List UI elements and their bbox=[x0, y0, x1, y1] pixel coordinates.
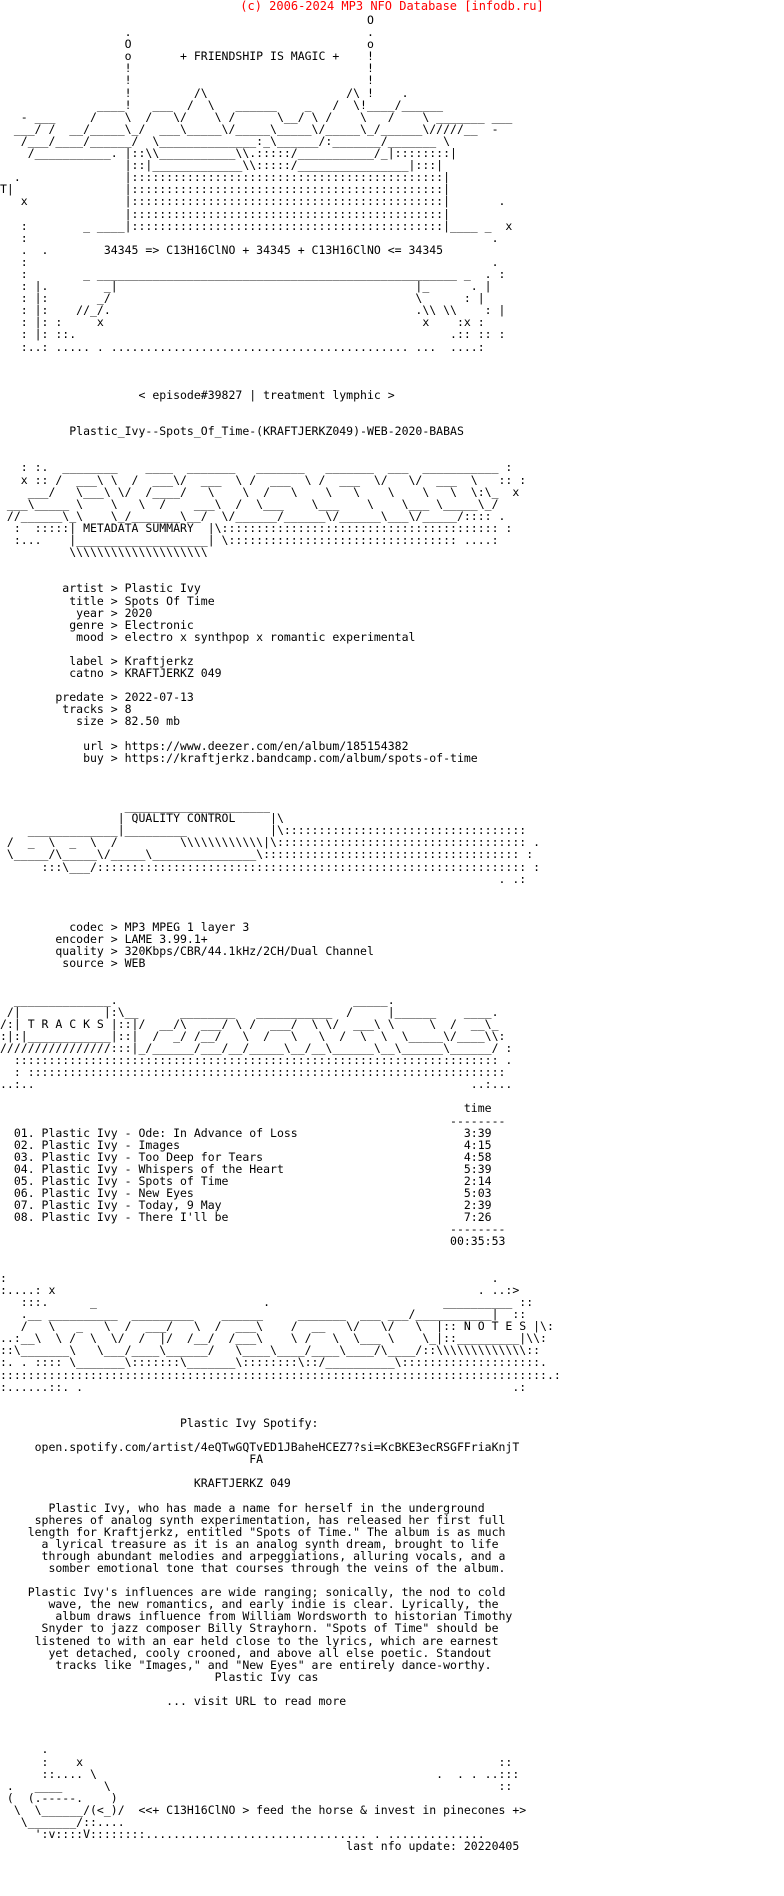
nfo-database-credit: (c) 2006-2024 MP3 NFO Database [infodb.ru] bbox=[240, 0, 544, 13]
nfo-document-body: O . . O o o + FRIENDSHIP IS MAGIC + ! ! ! ! ! ! /\ /\ ! . ____! ___ / \ ______ _ / \!____/______ - ___ / \ / \/ \ / \__/ \ / \ / \ _______ ___ ___/ / __/_____\_/ ___\_____\/_____\_____\/_____\_/______\/////__ - /___/____/______/ \______________:_\______/:_______/_______ \ /___________. |::\\___________\\.:::::/___________/_|::::::::| |::|_____________\\:::::/________________|:::| . |:::::::::::::::::::::::::::::::::::::::::::::| T| |:::::::::::::::::::::::::::::::::::::::::::::| x |:::::::::::::::::::::::::::::::::::::::::::::| . |:::::::::::::::::::::::::::::::::::::::::::::| : _ ____|:::::::::::::::::::::::::::::::::::::::::::::|____ _ x : . . . 34345 => C13H16ClNO + 34345 + C13H16ClNO <= 34345 : . : _ ____________________________________________________ _ . : : |. _| |_ . | : |: _/ \ : | : |: //_/. .\\ \\ : | : |: : x x :x : : |: ::. .:: :: : :..: ..... . ........................................... ... ....: < episode#39827 | treatment lymphic > Plastic_Ivy--Spots_Of_Time-(KRAFTJERKZ049)-WEB-2020-BABAS : :. ________ ____ _______ _______ _______ ___ ___________ : x :: / ___\ \ / ___\/ ___ \ / ___ \ / ___ \/ \/ ___ \ :: : ___/ \___\ \/ /____/ \ \ / \ \ \ \ \ \ \:\_ x ___\_____ \ \ \ / ___\ / \___ \___ \ \___ \_____\_/ //______\_\ \_/_______\__/ \/______/______\/______\___\/_____/:::: . : :::::| METADATA SUMMARY |\:::::::::::::::::::::::::::::::::::::::: : :... |___________________| \::::::::::::::::::::::::::::::::: ....: \\\\\\\\\\\\\\\\\\\\ artist > Plastic Ivy title > Spots Of Time year > 2020 genre > Electronic mood > electro x synthpop x romantic experimental label > Kraftjerkz catno > KRAFTJERKZ 049 predate > 2022-07-13 tracks > 8 size > 82.50 mb url > https://www.deezer.com/en/album/185154382 buy > https://kraftjerkz.bandcamp.com/album/spots-of-time _____________________ | QUALITY CONTROL |\ _____________|_________ |\::::::::::::::::::::::::::::::::::: / _ \ _ \ / \\\\\\\\\\\\|\:::::::::::::::::::::::::::::::::::: . \_____/\_____\/_____\_______________\::::::::::::::::::::::::::::::::::::: : :::\___/:::::::::::::::::::::::::::::::::::::::::::::::::::::::::::::: : . .: codec > MP3 MPEG 1 layer 3 encoder > LAME 3.99.1+ quality > 320Kbps/CBR/44.1kHz/2CH/Dual Channel source > WEB ______________. _____. /| |:\__ ________ ___________ / |______ ____. /:| T R A C K S |::|/ __/\ ___/ \ / ___/ \ \/ ___\ \ \ / __\_ :|:|____________|::| / _/ /__/ \ / \ \ / \ \ \_____\/____\\: ////////////////:::|_/______/___/__/_____\__/__\______\__\______\______/ : :::::::::::::::::::::::::::::::::::::::::::::::::::::::::::::::::::::: . : ::::::::::::::::::::::::::::::::::::::::::::::::::::::::::::::::::::: ..:.. ..:... time -------- 01. Plastic Ivy - Ode: In Advance of Loss 3:39 02. Plastic Ivy - Images 4:15 03. Plastic Ivy - Too Deep for Tears 4:58 04. Plastic Ivy - Whispers of the Heart 5:39 05. Plastic Ivy - Spots of Time 2:14 06. Plastic Ivy - New Eyes 5:03 07. Plastic Ivy - Today, 9 May 2:39 08. Plastic Ivy - There I'll be 7:26 -------- 00:35:53 : . :....: x . ..:> :::. _ . __________ :: .__ __________ _________ ______ _______ ___ ___/___________| :: / \ _ \ / ___/ \ / ___\ / __ \/ \/ \ |:: N O T E S |\: ..:__\ \ / \ \/ / |/ /__/ /___\ \ / \ \___ \ \_|::_________|\\: ::\_______\ \___/____\______/ \____\____/____\____/\____/::\\\\\\\\\\\\\:: :. . :::: \_______\:::::::\_______\::::::::\::/__________\::::::::::::::::::::. :::::::::::::::::::::::::::::::::::::::::::::::::::::::::::::::::::::::::::::::.: :......::. . .: Plastic Ivy Spotify: open.spotify.com/artist/4eQTwGQTvED1JBaheHCEZ7?si=KcBKE3ecRSGFFriaKnjT FA KRAFTJERKZ 049 Plastic Ivy, who has made a name for herself in the underground spheres of analog synth experimentation, has released her first full length for Kraftjerkz, entitled "Spots of Time." The album is as much a lyrical treasure as it is an analog synth dream, brought to life through abundant melodies and arpeggiations, alluring vocals, and a somber emotional tone that courses through the veins of the album. Plastic Ivy's influences are wide ranging; sonically, the nod to cold wave, the new romantics, and early indie is clear. Lyrically, the album draws influence from William Wordsworth to historian Timothy Snyder to jazz composer Billy Strayhorn. "Spots of Time" should be listened to with an ear held close to the lyrics, which are earnest yet detached, cooly crooned, and above all else poetic. Standout tracks like "Images," and "New Eyes" are entirely dance-worthy. Plastic Ivy cas ... visit URL to read more . : x :: ::.... \ . . . ..::: . ____ \ :: ( (.-----. ) \ \______/(<_)/ <<+ C13H16ClNO > feed the horse & invest in pinecones +> \_______/::.... ':v::::V::::::::................................ . .............. last nfo update: 20220405 bbox=[0, 14, 561, 1853]
